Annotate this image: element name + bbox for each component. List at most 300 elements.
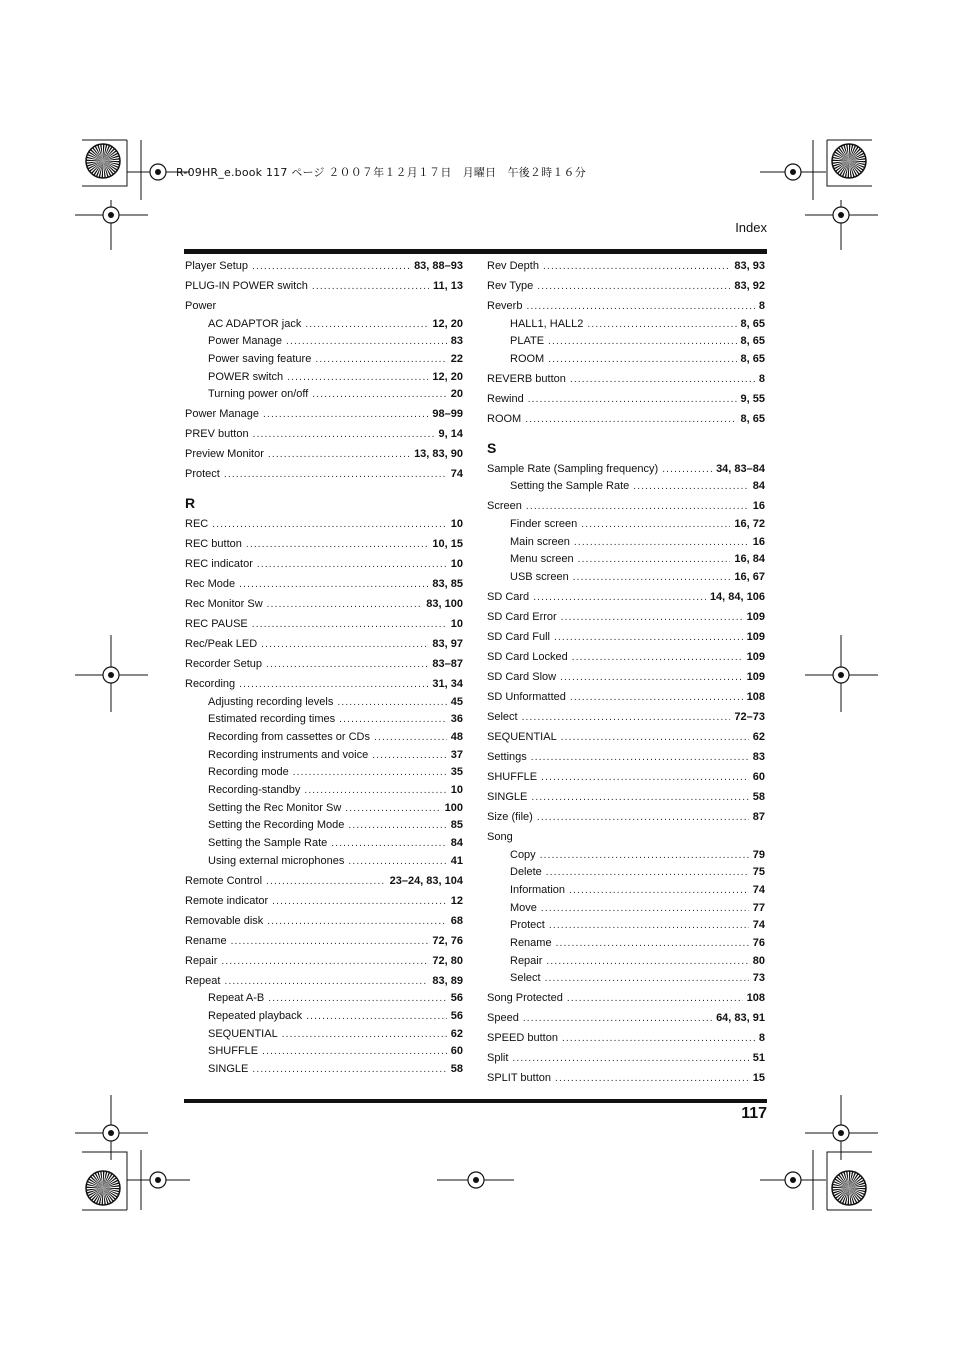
index-entry	[487, 411, 765, 429]
index-entry	[185, 446, 463, 464]
index-pages: 83, 93	[734, 260, 765, 272]
index-pages: 36	[450, 713, 463, 726]
index-subentry	[185, 1061, 463, 1079]
leader-dots	[266, 873, 386, 891]
index-pages: 34, 83–84	[716, 462, 765, 475]
leader-dots	[587, 316, 736, 334]
index-subentry	[185, 333, 463, 351]
index-entry	[487, 729, 765, 747]
index-pages: 62	[450, 1027, 463, 1040]
index-pages: 58	[752, 790, 765, 803]
leader-dots	[312, 278, 429, 296]
index-pages: 8, 65	[740, 317, 765, 330]
index-pages: 83	[450, 335, 463, 348]
leader-dots	[545, 970, 749, 988]
index-term: Repeated playback	[208, 1010, 303, 1023]
leader-dots	[304, 782, 446, 800]
index-term: Setting the Sample Rate	[510, 480, 630, 493]
index-term: SEQUENTIAL	[487, 730, 557, 743]
index-pages: 8	[758, 299, 765, 312]
leader-dots	[339, 711, 447, 729]
index-entry	[487, 689, 765, 707]
index-term: ROOM	[510, 353, 545, 366]
leader-dots	[556, 935, 749, 953]
leader-dots	[257, 556, 447, 574]
index-term: Rev Type	[487, 279, 534, 292]
index-subentry	[185, 694, 463, 712]
index-term: PLUG-IN POWER switch	[185, 279, 308, 292]
index-subentry	[487, 516, 765, 534]
index-pages: 37	[450, 748, 463, 761]
index-term: REC PAUSE	[185, 617, 248, 630]
leader-dots	[548, 333, 737, 351]
index-subentry	[185, 1043, 463, 1061]
index-pages: 83, 100	[426, 597, 463, 610]
index-pages: 23–24, 83, 104	[389, 874, 463, 887]
index-term: Recorder Setup	[185, 657, 263, 670]
index-term: Remote indicator	[185, 894, 269, 907]
index-pages: 22	[450, 353, 463, 366]
index-term: Copy	[510, 848, 536, 861]
leader-dots	[345, 800, 440, 818]
index-pages: 108	[746, 691, 765, 703]
leader-dots	[348, 817, 446, 835]
leader-dots	[331, 835, 447, 853]
leader-dots	[562, 1030, 755, 1048]
index-subentry	[185, 316, 463, 334]
index-pages: 75	[752, 866, 765, 879]
index-pages: 64, 83, 91	[716, 1012, 765, 1025]
index-entry	[185, 873, 463, 891]
leader-dots	[540, 847, 749, 865]
leader-dots	[315, 351, 446, 369]
index-entry	[185, 556, 463, 574]
page-number: 117	[741, 1105, 767, 1122]
index-pages: 13, 83, 90	[414, 448, 463, 461]
index-term: Information	[510, 883, 566, 896]
index-term: Song Protected	[487, 992, 563, 1005]
index-pages: 74	[752, 883, 765, 896]
index-entry	[185, 893, 463, 911]
index-pages: 72, 76	[432, 934, 463, 947]
index-entry	[185, 406, 463, 424]
index-entry	[487, 461, 765, 479]
index-term: PREV button	[185, 428, 249, 441]
index-subentry	[487, 551, 765, 569]
leader-dots	[282, 1026, 447, 1044]
index-entry	[185, 298, 463, 316]
leader-dots	[541, 900, 749, 918]
index-term: SD Card Locked	[487, 651, 568, 664]
index-term: SINGLE	[208, 1063, 249, 1076]
index-pages: 56	[450, 992, 463, 1005]
print-header: R-09HR_e.book 117 ページ ２００７年１２月１７日 月曜日 午後２時１６分	[176, 166, 586, 179]
index-term: Size (file)	[487, 810, 533, 823]
index-pages: 109	[746, 631, 765, 644]
index-term: Using external microphones	[208, 854, 345, 867]
index-pages: 60	[752, 770, 765, 783]
index-term: Rename	[185, 934, 227, 947]
leader-dots	[574, 534, 749, 552]
index-term: SHUFFLE	[208, 1045, 259, 1058]
leader-dots	[337, 694, 446, 712]
index-pages: 20	[450, 388, 463, 401]
index-term: Repair	[510, 954, 543, 967]
index-entry	[185, 278, 463, 296]
index-pages: 45	[450, 695, 463, 708]
index-subentry	[185, 990, 463, 1008]
index-term: Select	[487, 710, 518, 723]
leader-dots	[267, 913, 446, 931]
index-entry	[487, 589, 765, 607]
index-entry	[185, 973, 463, 991]
index-subentry	[185, 817, 463, 835]
index-term: Rec Mode	[185, 577, 236, 590]
index-term: Delete	[510, 866, 542, 879]
leader-dots	[531, 749, 749, 767]
index-term: Power	[185, 299, 217, 312]
index-pages: 72–73	[734, 710, 765, 723]
index-entry	[487, 789, 765, 807]
leader-dots	[246, 536, 429, 554]
index-entry	[185, 933, 463, 951]
index-entry	[487, 1050, 765, 1068]
index-entry	[487, 990, 765, 1008]
index-term: SPLIT button	[487, 1072, 552, 1085]
index-entry	[185, 616, 463, 634]
leader-dots	[546, 953, 748, 971]
index-pages: 109	[746, 671, 765, 684]
index-pages: 83	[752, 750, 765, 763]
leader-dots	[231, 933, 429, 951]
leader-dots	[272, 893, 447, 911]
index-letter-heading: R	[185, 495, 196, 512]
index-subentry	[487, 316, 765, 334]
index-pages: 48	[450, 730, 463, 743]
index-entry	[487, 1030, 765, 1048]
index-term: Rewind	[487, 393, 524, 405]
index-letter-heading: S	[487, 439, 497, 456]
index-term: SD Card Error	[487, 611, 557, 624]
leader-dots	[570, 689, 743, 707]
index-subentry	[185, 1008, 463, 1026]
leader-dots	[224, 973, 428, 991]
index-pages: 10	[450, 518, 463, 531]
index-term: Song	[487, 830, 513, 843]
starburst-target-top-left	[86, 144, 120, 178]
index-pages: 11, 13	[433, 279, 463, 292]
index-subentry	[487, 333, 765, 351]
index-term: SPEED button	[487, 1032, 558, 1045]
index-subentry	[487, 478, 765, 496]
leader-dots	[252, 616, 447, 634]
index-subentry	[185, 853, 463, 871]
index-term: Rec Monitor Sw	[185, 597, 263, 610]
index-term: Finder screen	[510, 518, 578, 531]
index-subentry	[185, 800, 463, 818]
leader-dots	[312, 386, 446, 404]
leader-dots	[543, 258, 730, 276]
leader-dots	[537, 809, 749, 827]
index-pages: 10	[450, 617, 463, 630]
index-entry	[487, 298, 765, 316]
index-term: Split	[487, 1052, 509, 1065]
index-pages: 8	[758, 1032, 765, 1045]
index-pages: 8, 65	[740, 412, 765, 425]
index-subentry	[487, 970, 765, 988]
index-pages: 16, 72	[734, 518, 765, 531]
index-pages: 16, 84	[734, 553, 765, 566]
leader-dots	[548, 351, 736, 369]
index-term: Power Manage	[185, 408, 259, 421]
leader-dots	[212, 516, 447, 534]
index-term: SEQUENTIAL	[208, 1027, 278, 1040]
index-entry	[185, 636, 463, 654]
index-pages: 83, 89	[432, 974, 463, 987]
index-term: HALL1, HALL2	[510, 317, 584, 330]
leader-dots	[561, 609, 743, 627]
leader-dots	[268, 446, 410, 464]
leader-dots	[554, 629, 743, 647]
index-subentry	[487, 569, 765, 587]
index-term: REC button	[185, 538, 242, 551]
index-entry	[487, 258, 765, 276]
index-entry	[487, 629, 765, 647]
starburst-target-bottom-right	[832, 1171, 866, 1205]
leader-dots	[573, 569, 731, 587]
index-term: Preview Monitor	[185, 448, 264, 461]
index-term: Main screen	[510, 535, 570, 548]
index-entry	[185, 596, 463, 614]
index-pages: 109	[746, 651, 765, 664]
index-subentry	[487, 534, 765, 552]
index-entry	[487, 498, 765, 516]
leader-dots	[662, 461, 712, 479]
index-pages: 62	[752, 730, 765, 743]
index-entry	[185, 913, 463, 931]
index-entry	[185, 516, 463, 534]
index-pages: 80	[752, 954, 765, 967]
index-term: SD Card	[487, 591, 530, 604]
leader-dots	[286, 333, 447, 351]
index-term: Repair	[185, 954, 218, 967]
index-pages: 8, 65	[740, 353, 765, 366]
leader-dots	[570, 371, 755, 389]
index-subentry	[185, 351, 463, 369]
leader-dots	[262, 1043, 447, 1061]
index-term: PLATE	[510, 335, 545, 348]
index-pages: 31, 34	[432, 677, 463, 690]
leader-dots	[263, 406, 428, 424]
index-pages: 56	[450, 1010, 463, 1023]
index-entry	[185, 426, 463, 444]
index-term: ROOM	[487, 412, 522, 425]
index-term: Select	[510, 972, 541, 985]
leader-dots	[561, 729, 749, 747]
leader-dots	[526, 498, 749, 516]
index-pages: 60	[450, 1045, 463, 1058]
index-term: Menu screen	[510, 553, 574, 566]
index-pages: 83, 88–93	[414, 260, 463, 272]
index-term: Sample Rate (Sampling frequency)	[487, 462, 659, 475]
index-pages: 16	[752, 500, 765, 513]
index-term: Protect	[185, 468, 220, 481]
index-pages: 35	[450, 766, 463, 779]
index-term: Power Manage	[208, 335, 282, 348]
index-subentry	[487, 351, 765, 369]
index-term: REVERB button	[487, 373, 566, 386]
leader-dots	[374, 729, 447, 747]
index-pages: 83, 92	[734, 279, 765, 292]
index-entry	[487, 749, 765, 767]
index-term: Turning power on/off	[208, 388, 309, 401]
leader-dots	[572, 649, 743, 667]
index-subentry	[487, 953, 765, 971]
index-term: SD Card Full	[487, 631, 550, 644]
index-pages: 12	[450, 894, 463, 907]
index-entry	[487, 278, 765, 296]
index-subentry	[185, 1026, 463, 1044]
index-term: Recording	[185, 677, 236, 690]
index-term: Recording mode	[208, 766, 289, 779]
starburst-target-bottom-left	[86, 1171, 120, 1205]
index-term: Recording instruments and voice	[208, 748, 369, 761]
index-subentry	[185, 782, 463, 800]
leader-dots	[581, 516, 730, 534]
index-term: Setting the Rec Monitor Sw	[208, 801, 342, 814]
index-pages: 84	[450, 837, 463, 850]
index-entry	[185, 676, 463, 694]
index-term: SD Card Slow	[487, 671, 557, 684]
index-term: Rename	[510, 937, 552, 950]
index-pages: 77	[752, 901, 765, 914]
index-term: Repeat A-B	[208, 992, 265, 1005]
index-pages: 85	[450, 819, 463, 832]
index-term: Protect	[510, 919, 545, 932]
index-pages: 74	[450, 468, 463, 481]
index-term: Setting the Recording Mode	[208, 819, 345, 832]
index-pages: 58	[450, 1063, 463, 1076]
leader-dots	[372, 747, 447, 765]
leader-dots	[253, 426, 435, 444]
index-term: Repeat	[185, 974, 221, 987]
leader-dots	[252, 1061, 446, 1079]
leader-dots	[261, 636, 428, 654]
leader-dots	[541, 769, 749, 787]
index-pages: 76	[752, 937, 765, 950]
index-entry	[487, 769, 765, 787]
index-term: POWER switch	[208, 370, 284, 383]
leader-dots	[533, 589, 706, 607]
index-subentry	[487, 917, 765, 935]
index-entry	[487, 709, 765, 727]
index-pages: 83–87	[432, 657, 463, 670]
footer-rule	[184, 1099, 767, 1103]
index-subentry	[185, 764, 463, 782]
index-pages: 100	[444, 801, 463, 814]
index-subentry	[185, 711, 463, 729]
index-entry	[487, 1070, 765, 1088]
index-term: Settings	[487, 750, 527, 763]
leader-dots	[523, 1010, 712, 1028]
index-entry	[487, 609, 765, 627]
index-term: Power saving feature	[208, 353, 312, 366]
index-pages: 16, 67	[734, 571, 765, 584]
index-term: Adjusting recording levels	[208, 695, 334, 708]
leader-dots	[633, 478, 749, 496]
index-subentry	[185, 369, 463, 387]
index-pages: 98–99	[432, 408, 463, 421]
leader-dots	[528, 391, 737, 409]
index-subentry	[487, 935, 765, 953]
index-pages: 15	[752, 1072, 765, 1085]
index-pages: 83, 97	[432, 637, 463, 650]
leader-dots	[266, 656, 428, 674]
index-column-left	[185, 258, 463, 1081]
leader-dots	[224, 466, 447, 484]
index-pages: 108	[746, 992, 765, 1005]
index-term: Remote Control	[185, 874, 263, 887]
index-pages: 9, 14	[438, 428, 463, 441]
index-pages: 51	[752, 1052, 765, 1065]
index-term: Screen	[487, 500, 522, 513]
index-entry	[487, 371, 765, 389]
index-term: Recording from cassettes or CDs	[208, 730, 370, 743]
index-pages: 84	[752, 480, 765, 493]
index-pages: 9, 55	[740, 393, 765, 405]
leader-dots	[578, 551, 731, 569]
index-pages: 16	[752, 535, 765, 548]
index-term: SD Unformatted	[487, 691, 566, 703]
starburst-target-top-right	[832, 144, 866, 178]
leader-dots	[267, 596, 423, 614]
index-term: Move	[510, 901, 537, 914]
index-term: Setting the Sample Rate	[208, 837, 328, 850]
index-subentry	[185, 729, 463, 747]
leader-dots	[567, 990, 743, 1008]
index-pages: 10	[450, 784, 463, 797]
leader-dots	[305, 316, 428, 334]
index-pages: 83, 85	[432, 577, 463, 590]
index-entry	[185, 656, 463, 674]
index-entry	[185, 536, 463, 554]
leader-dots	[287, 369, 428, 387]
index-term: Removable disk	[185, 914, 264, 927]
index-pages: 8, 65	[740, 335, 765, 348]
leader-dots	[560, 669, 743, 687]
running-head: Index	[735, 220, 767, 235]
index-pages: 74	[752, 919, 765, 932]
index-term: Speed	[487, 1012, 519, 1025]
leader-dots	[569, 882, 749, 900]
leader-dots	[293, 764, 447, 782]
index-subentry	[185, 835, 463, 853]
index-term: REC indicator	[185, 558, 253, 570]
index-entry	[487, 391, 765, 409]
index-pages: 10	[450, 558, 463, 570]
index-pages: 8	[758, 373, 765, 386]
leader-dots	[525, 411, 736, 429]
index-entry	[487, 669, 765, 687]
index-entry	[185, 953, 463, 971]
index-subentry	[185, 386, 463, 404]
index-subentry	[487, 864, 765, 882]
index-term: SINGLE	[487, 790, 528, 803]
leader-dots	[546, 864, 749, 882]
index-pages: 68	[450, 914, 463, 927]
index-pages: 12, 20	[432, 317, 463, 330]
leader-dots	[306, 1008, 447, 1026]
